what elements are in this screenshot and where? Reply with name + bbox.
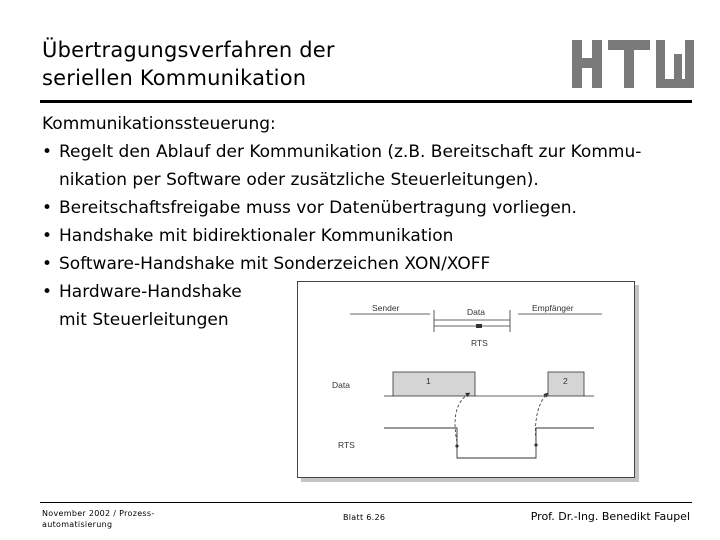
bullet-line: nikation per Software oder zusätzliche Steuerleitungen).: [59, 170, 539, 190]
rts-signal-label: RTS: [338, 440, 355, 450]
bullet-line: • Regelt den Ablauf der Kommunikation (z.B. Bereitschaft zur Kommu-: [59, 142, 642, 162]
data-line-label: Data: [467, 307, 485, 317]
handshake-timing-svg: [298, 282, 634, 477]
footer-date-line-2: automatisierung: [42, 520, 113, 529]
bullet-line: • Hardware-Handshake: [59, 282, 242, 302]
handshake-diagram: [297, 281, 635, 478]
data-block-1-label: 1: [426, 376, 431, 386]
bullet-item: [42, 138, 702, 194]
bullet-item: [42, 222, 702, 250]
footer-date-line-1: November 2002 / Prozess-: [42, 509, 155, 518]
title-line-2: seriellen Kommunikation: [42, 66, 307, 90]
sender-label: Sender: [372, 303, 400, 313]
data-block-1: [393, 372, 475, 396]
data-signal-label: Data: [332, 380, 350, 390]
bullet-line: mit Steuerleitungen: [59, 310, 229, 330]
bullet-line: • Software-Handshake mit Sonderzeichen XON/XOFF: [59, 254, 491, 274]
bullet-item: [42, 250, 702, 278]
bullet-item: [42, 194, 702, 222]
receiver-label: Empfänger: [532, 303, 574, 313]
rts-fall-dot: [455, 444, 458, 447]
footer-rule: [40, 502, 692, 503]
footer-author: Prof. Dr.-Ing. Benedikt Faupel: [530, 510, 690, 523]
bullet-line: • Handshake mit bidirektionaler Kommunikation: [59, 226, 454, 246]
rts-rise-dot: [534, 443, 537, 446]
footer-date: [42, 508, 172, 530]
slide-title: [42, 36, 562, 92]
rts-line-label: RTS: [471, 338, 488, 348]
section-heading: Kommunikationssteuerung:: [42, 114, 276, 134]
rts-marker: [476, 324, 482, 328]
bullet-line: • Bereitschaftsfreigabe muss vor Datenübertragung vorliegen.: [59, 198, 577, 218]
rts-waveform: [384, 428, 594, 458]
htw-logo: [572, 40, 694, 88]
handshake-arrow-2: [536, 393, 549, 441]
data-block-2-label: 2: [563, 376, 568, 386]
footer-page-number: Blatt 6.26: [343, 513, 386, 522]
title-rule: [40, 100, 692, 103]
title-line-1: Übertragungsverfahren der: [42, 38, 335, 62]
